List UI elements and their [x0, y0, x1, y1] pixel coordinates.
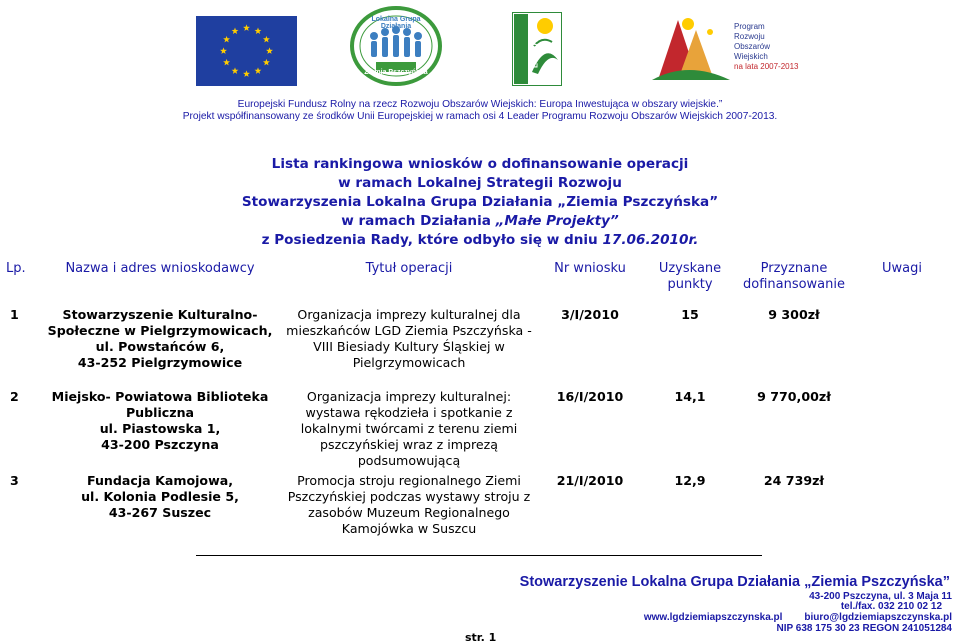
- row-amount: 9 300zł: [768, 307, 820, 322]
- page-number: str. 1: [465, 631, 497, 644]
- prow-line-3: Obszarów: [734, 42, 771, 51]
- header-title: Tytuł operacji: [365, 261, 453, 276]
- lgd-logo-top-text: Lokalna Grupa Działania: [371, 16, 421, 30]
- row-lp: 1: [10, 307, 19, 322]
- logo-strip: [0, 6, 960, 98]
- row-name-line: 43-200 Pszczyna: [101, 437, 219, 452]
- header-name: Nazwa i adres wnioskodawcy: [65, 261, 255, 276]
- row-name-line: Miejsko- Powiatowa Biblioteka: [51, 389, 269, 404]
- row-notes: [850, 473, 954, 539]
- row-title-line: zasobów Muzeum Regionalnego: [308, 505, 510, 520]
- row-name-line: 43-267 Suszec: [108, 505, 212, 520]
- row-title-line: Organizacja imprezy kulturalnej:: [306, 389, 512, 404]
- footer-ids: NIP 638 175 30 23 REGON 241051284: [776, 623, 952, 634]
- row-points: 14,1: [674, 389, 706, 404]
- row-title-line: Organizacja imprezy kulturalnej dla: [297, 307, 521, 322]
- title-line-4: [0, 212, 960, 231]
- leader-logo-text: LEADER: [530, 29, 540, 68]
- header-notes: Uwagi: [882, 261, 922, 276]
- row-title-line: pszczyńskiej wraz z imprezą: [320, 437, 498, 452]
- row-title-line: wystawa rękodzieła i spotkanie z: [305, 405, 513, 420]
- row-name-line: ul. Powstańców 6,: [95, 339, 225, 354]
- row-title-line: Pielgrzymowicach: [352, 355, 466, 370]
- row-number: 21/I/2010: [556, 473, 624, 488]
- header-funding-line-2: dofinansowanie: [742, 277, 845, 292]
- row-title-line: lokalnymi twórcami z terenu ziemi: [300, 421, 518, 436]
- row-name-line: Stowarzyszenie Kulturalno-: [62, 307, 258, 322]
- prow-line-5: na lata 2007-2013: [734, 62, 799, 71]
- header-funding-line-1: Przyznane: [760, 261, 828, 276]
- row-title-line: Pszczyńskiej podczas wystawy stroju z: [287, 489, 531, 504]
- title-line-3: Stowarzyszenia Lokalna Grupa Działania „Ziemia Pszczyńska”: [241, 194, 719, 210]
- header-points-line-1: Uzyskane: [658, 261, 722, 276]
- header-funding: [738, 257, 850, 299]
- title-line-5-prefix: z Posiedzenia Rady, które odbyło się w dniu: [261, 232, 603, 248]
- row-title-line: podsumowującą: [357, 453, 461, 468]
- title-line-4-italic: „Małe Projekty”: [495, 213, 619, 229]
- row-amount: 9 770,00zł: [757, 389, 831, 404]
- document-title: [0, 155, 960, 250]
- footer-email-link[interactable]: biuro@lgdziemiapszczynska.pl: [804, 612, 952, 623]
- table-row: [6, 299, 954, 389]
- row-points: 15: [681, 307, 699, 322]
- table-row: [6, 473, 954, 539]
- footer-separator: [196, 555, 762, 556]
- row-title-line: Promocja stroju regionalnego Ziemi: [297, 473, 521, 488]
- footer-address: 43-200 Pszczyna, ul. 3 Maja 11: [809, 591, 952, 602]
- row-name-line: Publiczna: [125, 405, 195, 420]
- header-points-line-2: punkty: [667, 277, 713, 292]
- title-line-2: w ramach Lokalnej Strategii Rozwoju: [338, 175, 622, 191]
- funding-line-2: Projekt współfinansowany ze środków Unii Europejskiej w ramach osi 4 Leader Programu Rozwoju Obszarów Wiejskich 2007-2013.: [182, 111, 778, 122]
- title-line-5-italic: 17.06.2010r.: [602, 232, 699, 248]
- prow-line-2: Rozwoju: [734, 32, 765, 41]
- row-number: 3/I/2010: [561, 307, 619, 322]
- row-title-line: Kamojówka w Suszcu: [341, 521, 477, 536]
- row-lp: 3: [10, 473, 19, 488]
- row-notes: [850, 299, 954, 389]
- footer-organization: Stowarzyszenie Lokalna Grupa Działania „Ziemia Pszczyńska”: [519, 574, 950, 590]
- prow-logo-text: [734, 22, 799, 72]
- prow-logo-icon: [648, 10, 734, 86]
- row-amount: 24 739zł: [763, 473, 825, 488]
- row-name: [40, 389, 280, 473]
- lgd-logo-bottom-text: Ziemia Pszczyńska: [364, 69, 428, 76]
- row-title: [280, 473, 538, 539]
- row-title-line: VIII Biesiady Kultury Śląskiej w: [313, 339, 505, 354]
- table-header-row: [6, 257, 954, 299]
- row-name-line: Fundacja Kamojowa,: [86, 473, 233, 488]
- eu-flag-icon: [196, 16, 297, 86]
- footer-website-link[interactable]: www.lgdziemiapszczynska.pl: [643, 612, 783, 623]
- footer-phone: tel./fax. 032 210 02 12: [840, 601, 942, 612]
- row-title-line: mieszkańców LGD Ziemia Pszczyńska -: [286, 323, 532, 338]
- row-name-line: Społeczne w Pielgrzymowicach,: [47, 323, 273, 338]
- header-lp: Lp.: [6, 261, 26, 276]
- row-title: [280, 299, 538, 389]
- ranking-table: [6, 257, 954, 539]
- row-name-line: ul. Piastowska 1,: [99, 421, 221, 436]
- title-line-1: Lista rankingowa wniosków o dofinansowanie operacji: [271, 156, 689, 172]
- row-title: [280, 389, 538, 473]
- header-number: Nr wniosku: [554, 261, 626, 276]
- funding-line-1: Europejski Fundusz Rolny na rzecz Rozwoju Obszarów Wiejskich: Europa Inwestująca w obszary wiejskie.”: [237, 99, 723, 110]
- prow-line-1: Program: [734, 22, 765, 31]
- row-notes: [850, 389, 954, 473]
- row-name-line: 43-252 Pielgrzymowice: [77, 355, 243, 370]
- title-line-5: [0, 231, 960, 250]
- row-number: 16/I/2010: [556, 389, 624, 404]
- title-line-4-prefix: w ramach Działania: [341, 213, 496, 229]
- row-lp: 2: [10, 389, 19, 404]
- prow-line-4: Wiejskich: [734, 52, 768, 61]
- row-points: 12,9: [674, 473, 706, 488]
- row-name: [40, 473, 280, 539]
- row-name: [40, 299, 280, 389]
- header-points: [642, 257, 738, 299]
- table-row: [6, 389, 954, 473]
- funding-statement: [0, 99, 960, 123]
- row-name-line: ul. Kolonia Podlesie 5,: [81, 489, 239, 504]
